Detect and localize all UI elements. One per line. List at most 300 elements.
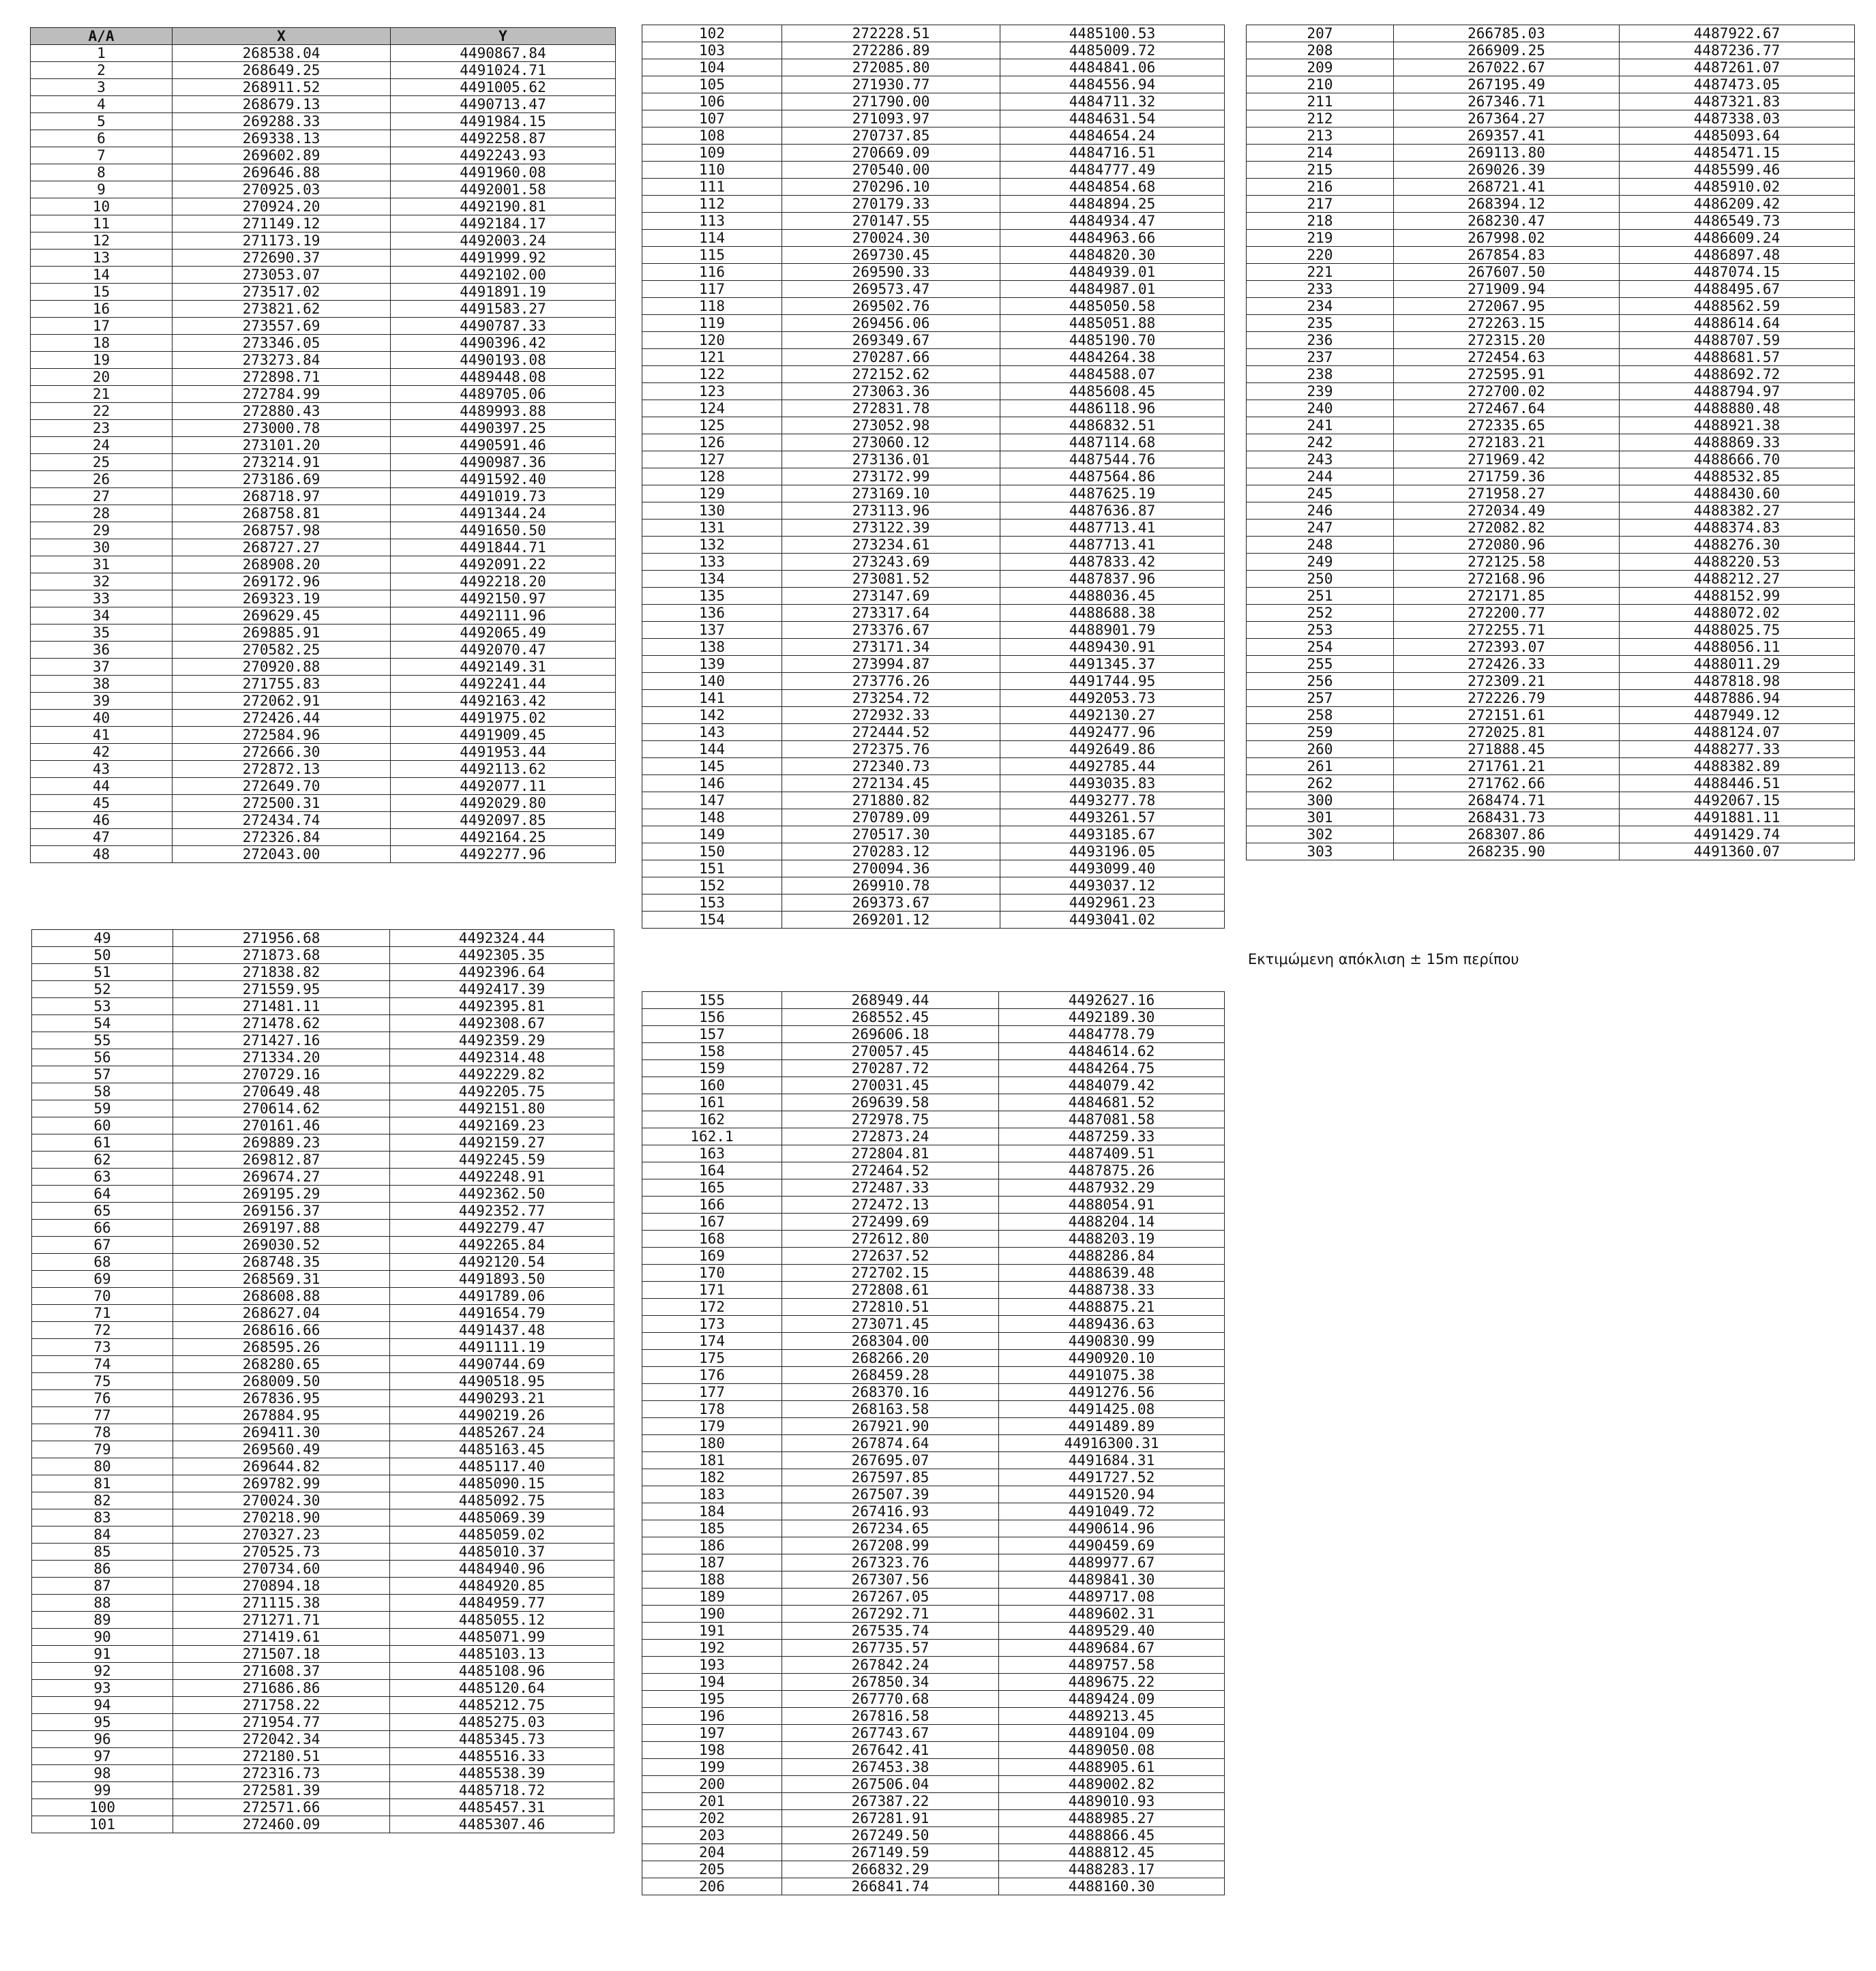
point-id-cell: 187 (642, 1554, 782, 1571)
table-row (642, 1077, 1225, 1094)
table-row (642, 1810, 1225, 1827)
y-coordinate-cell: 4490987.36 (391, 454, 616, 471)
table-row (32, 1578, 614, 1595)
table-row (642, 145, 1225, 162)
point-id-cell: 122 (642, 366, 782, 383)
point-id-cell: 152 (642, 877, 782, 894)
table-row (642, 213, 1225, 230)
x-coordinate-cell: 269674.27 (173, 1169, 390, 1186)
y-coordinate-cell: 4490744.69 (390, 1356, 614, 1373)
point-id-cell: 161 (642, 1094, 782, 1111)
point-id-cell: 149 (642, 826, 782, 843)
table-row (1247, 42, 1855, 59)
x-coordinate-cell: 271427.16 (173, 1032, 390, 1049)
y-coordinate-cell: 4491891.19 (391, 284, 616, 301)
y-coordinate-cell: 4488666.70 (1620, 451, 1855, 468)
y-coordinate-cell: 4485267.24 (390, 1424, 614, 1441)
x-coordinate-cell: 273517.02 (173, 284, 391, 301)
table-row (32, 1134, 614, 1152)
table-row (32, 1288, 614, 1305)
coordinates-table-4 (642, 991, 1225, 1895)
point-id-cell: 22 (31, 403, 173, 420)
point-id-cell: 258 (1247, 707, 1394, 724)
x-coordinate-cell: 272183.21 (1394, 434, 1620, 451)
x-coordinate-cell: 273063.36 (782, 383, 1000, 400)
table-row (642, 1231, 1225, 1248)
y-coordinate-cell: 4484940.96 (390, 1561, 614, 1578)
y-coordinate-cell: 4488203.19 (999, 1231, 1225, 1248)
y-coordinate-cell: 4487837.96 (1000, 571, 1225, 588)
point-id-cell: 303 (1247, 843, 1394, 860)
x-coordinate-cell: 272180.51 (173, 1748, 390, 1765)
y-coordinate-cell: 4491019.73 (391, 488, 616, 505)
point-id-cell: 18 (31, 335, 173, 352)
x-coordinate-cell: 272228.51 (782, 25, 1000, 42)
y-coordinate-cell: 4488025.75 (1620, 622, 1855, 639)
table-row (1247, 468, 1855, 485)
point-id-cell: 34 (31, 607, 173, 625)
x-coordinate-cell: 272880.43 (173, 403, 391, 420)
point-id-cell: 57 (32, 1066, 173, 1083)
y-coordinate-cell: 4492362.50 (390, 1186, 614, 1203)
x-coordinate-cell: 271956.68 (173, 930, 390, 947)
point-id-cell: 5 (31, 113, 173, 130)
table-row (642, 1043, 1225, 1060)
x-coordinate-cell: 273254.72 (782, 690, 1000, 707)
x-coordinate-cell: 268552.45 (782, 1009, 999, 1026)
x-coordinate-cell: 272309.21 (1394, 673, 1620, 690)
y-coordinate-cell: 4488794.97 (1620, 383, 1855, 400)
table-row (32, 1220, 614, 1237)
point-id-cell: 46 (31, 812, 173, 829)
point-id-cell: 8 (31, 164, 173, 181)
point-id-cell: 251 (1247, 588, 1394, 605)
point-id-cell: 131 (642, 520, 782, 537)
x-coordinate-cell: 272375.76 (782, 741, 1000, 758)
x-coordinate-cell: 272043.00 (173, 846, 391, 863)
point-id-cell: 88 (32, 1595, 173, 1612)
point-id-cell: 120 (642, 332, 782, 349)
y-coordinate-cell: 4487321.83 (1620, 93, 1855, 110)
x-coordinate-cell: 270057.45 (782, 1043, 999, 1060)
y-coordinate-cell: 4489841.30 (999, 1571, 1225, 1589)
point-id-cell: 9 (31, 181, 173, 198)
y-coordinate-cell: 4484264.75 (999, 1060, 1225, 1077)
table-row (642, 1350, 1225, 1367)
x-coordinate-cell: 269030.52 (173, 1237, 390, 1254)
y-coordinate-cell: 4488382.27 (1620, 502, 1855, 520)
y-coordinate-cell: 4489448.08 (391, 369, 616, 386)
x-coordinate-cell: 270789.09 (782, 809, 1000, 826)
table-row (32, 1186, 614, 1203)
point-id-cell: 56 (32, 1049, 173, 1066)
table-row (642, 1060, 1225, 1077)
point-id-cell: 191 (642, 1623, 782, 1640)
x-coordinate-cell: 273060.12 (782, 434, 1000, 451)
table-row (32, 1152, 614, 1169)
table-row (31, 250, 616, 267)
y-coordinate-cell: 4492314.48 (390, 1049, 614, 1066)
point-id-cell: 300 (1247, 792, 1394, 809)
y-coordinate-cell: 4488283.17 (999, 1861, 1225, 1878)
table-row (32, 1629, 614, 1646)
y-coordinate-cell: 4484654.24 (1000, 127, 1225, 145)
table-row (1247, 145, 1855, 162)
table-row (1247, 707, 1855, 724)
x-coordinate-cell: 270924.20 (173, 198, 391, 215)
y-coordinate-cell: 4492279.47 (390, 1220, 614, 1237)
table-row (1247, 758, 1855, 775)
point-id-cell: 160 (642, 1077, 782, 1094)
table-row (642, 877, 1225, 894)
point-id-cell: 60 (32, 1117, 173, 1134)
point-id-cell: 71 (32, 1305, 173, 1322)
table-row (32, 1373, 614, 1390)
y-coordinate-cell: 4489717.08 (999, 1589, 1225, 1606)
x-coordinate-cell: 273234.61 (782, 537, 1000, 554)
x-coordinate-cell: 269323.19 (173, 590, 391, 607)
point-id-cell: 3 (31, 79, 173, 96)
x-coordinate-cell: 272464.52 (782, 1162, 999, 1179)
y-coordinate-cell: 4484987.01 (1000, 281, 1225, 298)
table-row (642, 1282, 1225, 1299)
point-id-cell: 10 (31, 198, 173, 215)
point-id-cell: 188 (642, 1571, 782, 1589)
point-id-cell: 150 (642, 843, 782, 860)
table-row (642, 724, 1225, 741)
table-row (31, 369, 616, 386)
point-id-cell: 141 (642, 690, 782, 707)
y-coordinate-cell: 4488276.30 (1620, 537, 1855, 554)
point-id-cell: 65 (32, 1203, 173, 1220)
point-id-cell: 113 (642, 213, 782, 230)
table-row (32, 1305, 614, 1322)
table-row (1247, 622, 1855, 639)
x-coordinate-cell: 271559.95 (173, 981, 390, 998)
y-coordinate-cell: 4492205.75 (390, 1083, 614, 1100)
table-row (642, 468, 1225, 485)
x-coordinate-cell: 272666.30 (173, 744, 391, 761)
x-coordinate-cell: 268280.65 (173, 1356, 390, 1373)
x-coordinate-cell: 272316.73 (173, 1765, 390, 1782)
point-id-cell: 171 (642, 1282, 782, 1299)
x-coordinate-cell: 269639.58 (782, 1094, 999, 1111)
coordinates-table-5 (1246, 25, 1855, 860)
x-coordinate-cell: 267836.95 (173, 1390, 390, 1407)
table-row (32, 1509, 614, 1526)
point-id-cell: 234 (1247, 298, 1394, 315)
point-id-cell: 55 (32, 1032, 173, 1049)
x-coordinate-cell: 272134.45 (782, 775, 1000, 792)
x-coordinate-cell: 272649.70 (173, 778, 391, 795)
table-row (31, 590, 616, 607)
y-coordinate-cell: 4489424.09 (999, 1691, 1225, 1708)
table-row (1247, 213, 1855, 230)
x-coordinate-cell: 270031.45 (782, 1077, 999, 1094)
y-coordinate-cell: 4491844.71 (391, 539, 616, 556)
x-coordinate-cell: 267854.83 (1394, 247, 1620, 264)
y-coordinate-cell: 4491999.92 (391, 250, 616, 267)
table-row (642, 332, 1225, 349)
point-id-cell: 33 (31, 590, 173, 607)
y-coordinate-cell: 4488614.64 (1620, 315, 1855, 332)
x-coordinate-cell: 268748.35 (173, 1254, 390, 1271)
x-coordinate-cell: 268627.04 (173, 1305, 390, 1322)
table-row (32, 1407, 614, 1424)
coordinates-table-3 (642, 25, 1225, 929)
y-coordinate-cell: 4491111.19 (390, 1339, 614, 1356)
x-coordinate-cell: 270024.30 (782, 230, 1000, 247)
point-id-cell: 202 (642, 1810, 782, 1827)
x-coordinate-cell: 268307.86 (1394, 826, 1620, 843)
y-coordinate-cell: 4488639.48 (999, 1265, 1225, 1282)
point-id-cell: 178 (642, 1401, 782, 1418)
point-id-cell: 90 (32, 1629, 173, 1646)
y-coordinate-cell: 4491024.71 (391, 62, 616, 79)
y-coordinate-cell: 4492396.64 (390, 964, 614, 981)
y-coordinate-cell: 4491881.11 (1620, 809, 1855, 826)
point-id-cell: 169 (642, 1248, 782, 1265)
point-id-cell: 11 (31, 215, 173, 232)
table-row (642, 571, 1225, 588)
x-coordinate-cell: 273172.99 (782, 468, 1000, 485)
table-row (1247, 554, 1855, 571)
x-coordinate-cell: 272487.33 (782, 1179, 999, 1197)
y-coordinate-cell: 4491650.50 (391, 522, 616, 539)
y-coordinate-cell: 4491360.07 (1620, 843, 1855, 860)
point-id-cell: 132 (642, 537, 782, 554)
coordinates-table-1 (30, 27, 616, 863)
table-row (642, 1486, 1225, 1503)
table-row (32, 1816, 614, 1833)
x-coordinate-cell: 272171.85 (1394, 588, 1620, 605)
table-row (31, 318, 616, 335)
y-coordinate-cell: 4485457.31 (390, 1799, 614, 1816)
table-row (642, 1145, 1225, 1162)
table-row (31, 607, 616, 625)
table-row (32, 1032, 614, 1049)
y-coordinate-cell: 4484854.68 (1000, 179, 1225, 196)
point-id-cell: 203 (642, 1827, 782, 1844)
y-coordinate-cell: 4484614.62 (999, 1043, 1225, 1060)
x-coordinate-cell: 268595.26 (173, 1339, 390, 1356)
y-coordinate-cell: 4493035.83 (1000, 775, 1225, 792)
y-coordinate-cell: 4488212.27 (1620, 571, 1855, 588)
table-row (1247, 264, 1855, 281)
x-coordinate-cell: 273346.05 (173, 335, 391, 352)
point-id-cell: 196 (642, 1708, 782, 1725)
x-coordinate-cell: 270094.36 (782, 860, 1000, 877)
point-id-cell: 162 (642, 1111, 782, 1128)
point-id-cell: 190 (642, 1606, 782, 1623)
x-coordinate-cell: 271755.83 (173, 676, 391, 693)
table-row (642, 1759, 1225, 1776)
x-coordinate-cell: 272500.31 (173, 795, 391, 812)
point-id-cell: 42 (31, 744, 173, 761)
y-coordinate-cell: 4492324.44 (390, 930, 614, 947)
table-row (31, 727, 616, 744)
y-coordinate-cell: 4488446.51 (1620, 775, 1855, 792)
point-id-cell: 15 (31, 284, 173, 301)
x-coordinate-cell: 273000.78 (173, 420, 391, 437)
point-id-cell: 40 (31, 710, 173, 727)
point-id-cell: 142 (642, 707, 782, 724)
point-id-cell: 145 (642, 758, 782, 775)
x-coordinate-cell: 271880.82 (782, 792, 1000, 809)
x-coordinate-cell: 268569.31 (173, 1271, 390, 1288)
x-coordinate-cell: 272067.95 (1394, 298, 1620, 315)
y-coordinate-cell: 4487114.68 (1000, 434, 1225, 451)
point-id-cell: 207 (1247, 25, 1394, 42)
y-coordinate-cell: 4485120.64 (390, 1680, 614, 1697)
table-row (1247, 110, 1855, 127)
x-coordinate-cell: 270925.03 (173, 181, 391, 198)
x-coordinate-cell: 267735.57 (782, 1640, 999, 1657)
x-coordinate-cell: 273113.96 (782, 502, 1000, 520)
table-row (1247, 127, 1855, 145)
table-row (642, 451, 1225, 468)
table-row (1247, 76, 1855, 93)
table-row (642, 826, 1225, 843)
y-coordinate-cell: 4488072.02 (1620, 605, 1855, 622)
point-id-cell: 138 (642, 639, 782, 656)
table-row (32, 1049, 614, 1066)
table-row (32, 1237, 614, 1254)
x-coordinate-cell: 267208.99 (782, 1537, 999, 1554)
y-coordinate-cell: 4484556.94 (1000, 76, 1225, 93)
x-coordinate-cell: 272690.37 (173, 250, 391, 267)
table-row (642, 1537, 1225, 1554)
x-coordinate-cell: 272873.24 (782, 1128, 999, 1145)
y-coordinate-cell: 4491975.02 (391, 710, 616, 727)
x-coordinate-cell: 271762.66 (1394, 775, 1620, 792)
y-coordinate-cell: 4491049.72 (999, 1503, 1225, 1520)
point-id-cell: 179 (642, 1418, 782, 1435)
table-row (642, 247, 1225, 264)
point-id-cell: 7 (31, 147, 173, 164)
x-coordinate-cell: 268230.47 (1394, 213, 1620, 230)
x-coordinate-cell: 270024.30 (173, 1492, 390, 1509)
y-coordinate-cell: 4485050.58 (1000, 298, 1225, 315)
y-coordinate-cell: 4485009.72 (1000, 42, 1225, 59)
x-coordinate-cell: 269349.67 (782, 332, 1000, 349)
table-row (1247, 843, 1855, 860)
table-row (642, 775, 1225, 792)
y-coordinate-cell: 4485069.39 (390, 1509, 614, 1526)
table-row (642, 400, 1225, 417)
y-coordinate-cell: 4488374.83 (1620, 520, 1855, 537)
x-coordinate-cell: 273557.69 (173, 318, 391, 335)
x-coordinate-cell: 272393.07 (1394, 639, 1620, 656)
table-row (32, 1612, 614, 1629)
table-row (642, 1742, 1225, 1759)
y-coordinate-cell: 4492627.16 (999, 992, 1225, 1009)
y-coordinate-cell: 4492248.91 (390, 1169, 614, 1186)
x-coordinate-cell: 269373.67 (782, 894, 1000, 912)
x-coordinate-cell: 272872.13 (173, 761, 391, 778)
x-coordinate-cell: 270649.48 (173, 1083, 390, 1100)
x-coordinate-cell: 267921.90 (782, 1418, 999, 1435)
x-coordinate-cell: 272612.80 (782, 1231, 999, 1248)
y-coordinate-cell: 4487636.87 (1000, 502, 1225, 520)
table-row (32, 1458, 614, 1475)
table-row (642, 349, 1225, 366)
point-id-cell: 39 (31, 693, 173, 710)
table-row (31, 79, 616, 96)
y-coordinate-cell: 4488286.84 (999, 1248, 1225, 1265)
point-id-cell: 253 (1247, 622, 1394, 639)
y-coordinate-cell: 4485100.53 (1000, 25, 1225, 42)
point-id-cell: 220 (1247, 247, 1394, 264)
header-row (31, 28, 616, 45)
point-id-cell: 14 (31, 267, 173, 284)
table-row (1247, 230, 1855, 247)
table-row (31, 522, 616, 539)
table-row (642, 605, 1225, 622)
y-coordinate-cell: 4486118.96 (1000, 400, 1225, 417)
y-coordinate-cell: 4491654.79 (390, 1305, 614, 1322)
table-row (31, 437, 616, 454)
x-coordinate-cell: 269156.37 (173, 1203, 390, 1220)
table-row (642, 1691, 1225, 1708)
table-row (32, 1322, 614, 1339)
point-id-cell: 49 (32, 930, 173, 947)
x-coordinate-cell: 266841.74 (782, 1878, 999, 1895)
y-coordinate-cell: 4492065.49 (391, 625, 616, 642)
point-id-cell: 124 (642, 400, 782, 417)
y-coordinate-cell: 44916300.31 (999, 1435, 1225, 1452)
point-id-cell: 29 (31, 522, 173, 539)
x-coordinate-cell: 267022.67 (1394, 59, 1620, 76)
x-coordinate-cell: 269288.33 (173, 113, 391, 130)
table-row (32, 1492, 614, 1509)
table-row (642, 162, 1225, 179)
y-coordinate-cell: 4491960.08 (391, 164, 616, 181)
y-coordinate-cell: 4491489.89 (999, 1418, 1225, 1435)
x-coordinate-cell: 272062.91 (173, 693, 391, 710)
x-coordinate-cell: 270517.30 (782, 826, 1000, 843)
y-coordinate-cell: 4493099.40 (1000, 860, 1225, 877)
x-coordinate-cell: 267535.74 (782, 1623, 999, 1640)
y-coordinate-cell: 4487949.12 (1620, 707, 1855, 724)
point-id-cell: 259 (1247, 724, 1394, 741)
point-id-cell: 219 (1247, 230, 1394, 247)
x-coordinate-cell: 272151.61 (1394, 707, 1620, 724)
table-row (642, 502, 1225, 520)
point-id-cell: 252 (1247, 605, 1394, 622)
x-coordinate-cell: 269606.18 (782, 1026, 999, 1043)
table-row (31, 403, 616, 420)
point-id-cell: 93 (32, 1680, 173, 1697)
table-row (642, 1009, 1225, 1026)
point-id-cell: 151 (642, 860, 782, 877)
point-id-cell: 4 (31, 96, 173, 113)
table-row (1247, 315, 1855, 332)
point-id-cell: 119 (642, 315, 782, 332)
point-id-cell: 173 (642, 1316, 782, 1333)
x-coordinate-cell: 271873.68 (173, 947, 390, 964)
point-id-cell: 144 (642, 741, 782, 758)
y-coordinate-cell: 4492070.47 (391, 642, 616, 659)
point-id-cell: 209 (1247, 59, 1394, 76)
table-row (32, 1714, 614, 1731)
table-row (32, 981, 614, 998)
y-coordinate-cell: 4492477.96 (1000, 724, 1225, 741)
table-row (642, 366, 1225, 383)
x-coordinate-cell: 270894.18 (173, 1578, 390, 1595)
y-coordinate-cell: 4488532.85 (1620, 468, 1855, 485)
table-row (642, 1316, 1225, 1333)
